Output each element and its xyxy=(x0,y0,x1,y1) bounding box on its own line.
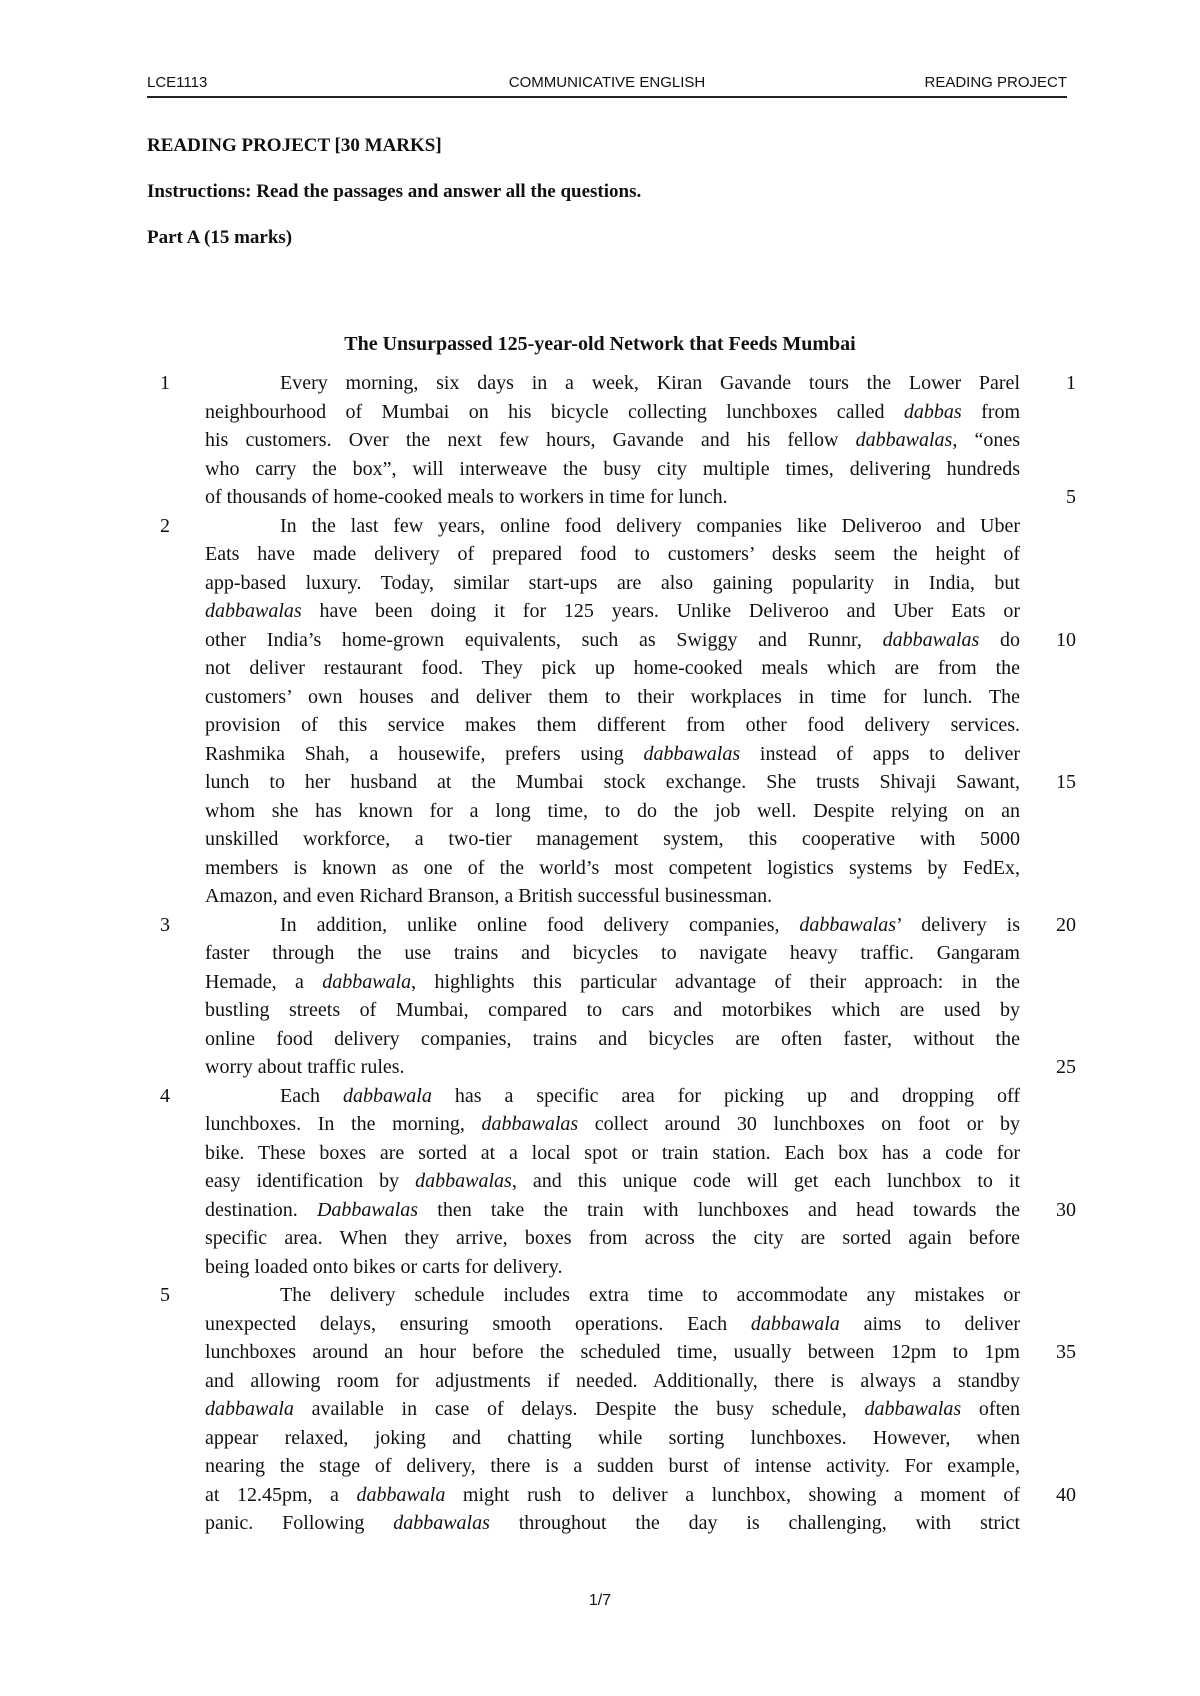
paragraph-number: 4 xyxy=(160,1084,170,1107)
passage-line: provision of this service makes them different from other food delivery services. xyxy=(205,714,1020,736)
passage-line: faster through the use trains and bicycles to navigate heavy traffic. Gangaram xyxy=(205,942,1020,964)
paragraph-number: 1 xyxy=(160,372,170,394)
page-number: 1/7 xyxy=(588,1592,612,1609)
passage-line: and allowing room for adjustments if needed. Additionally, there is always a standby xyxy=(205,1369,1020,1392)
passage-line: not deliver restaurant food. They pick up home-cooked meals which are from the xyxy=(205,657,1020,679)
passage-title: The Unsurpassed 125-year-old Network that Feeds Mumbai xyxy=(344,333,856,355)
passage-line: neighbourhood of Mumbai on his bicycle collecting lunchboxes called dabbas from xyxy=(205,400,1020,423)
line-number: 5 xyxy=(1066,486,1076,508)
passage-line: at 12.45pm, a dabbawala might rush to deliver a lunchbox, showing a moment of xyxy=(205,1483,1020,1506)
passage-line: lunchboxes. In the morning, dabbawalas collect around 30 lunchboxes on foot or by xyxy=(205,1113,1021,1135)
passage-line: unskilled workforce, a two-tier management system, this cooperative with 5000 xyxy=(205,828,1020,850)
instructions: Instructions: Read the passages and answer all the questions. xyxy=(147,181,642,202)
passage-line: dabbawala available in case of delays. Despite the busy schedule, dabbawalas often xyxy=(205,1398,1021,1420)
passage-line: members is known as one of the world’s most competent logistics systems by FedEx, xyxy=(205,856,1020,879)
passage-line: The delivery schedule includes extra time to accommodate any mistakes or xyxy=(280,1284,1020,1306)
line-number: 35 xyxy=(1056,1341,1076,1363)
passage-line: other India’s home-grown equivalents, such as Swiggy and Runnr, dabbawalas do xyxy=(205,628,1021,651)
passage-line: bike. These boxes are sorted at a local spot or train station. Each box has a code for xyxy=(205,1141,1020,1164)
passage-line: who carry the box”, will interweave the busy city multiple times, delivering hundreds xyxy=(205,457,1020,480)
passage-line: his customers. Over the next few hours, Gavande and his fellow dabbawalas, “ones xyxy=(205,429,1020,451)
paragraph-number: 3 xyxy=(160,913,170,936)
passage-line: Eats have made delivery of prepared food to customers’ desks seem the height of xyxy=(205,543,1020,565)
passage-line: of thousands of home-cooked meals to workers in time for lunch. xyxy=(205,486,728,508)
passage-line: Rashmika Shah, a housewife, prefers using dabbawalas instead of apps to deliver xyxy=(205,742,1020,765)
passage-line: app-based luxury. Today, similar start-ups are also gaining popularity in India, but xyxy=(205,571,1020,594)
line-number: 1 xyxy=(1066,372,1076,394)
passage-line: Each dabbawala has a specific area for picking up and dropping off xyxy=(280,1084,1020,1107)
passage-line: lunchboxes around an hour before the scheduled time, usually between 12pm to 1pm xyxy=(205,1341,1020,1363)
line-number: 10 xyxy=(1056,628,1076,651)
line-number: 40 xyxy=(1056,1483,1076,1506)
passage-line: Amazon, and even Richard Branson, a British successful businessman. xyxy=(205,885,773,907)
passage-line: In addition, unlike online food delivery companies, dabbawalas’ delivery is xyxy=(280,913,1020,936)
course-name: COMMUNICATIVE ENGLISH xyxy=(508,74,706,91)
assignment-heading: READING PROJECT [30 MARKS] xyxy=(147,135,442,156)
passage-line: bustling streets of Mumbai, compared to cars and motorbikes which are used by xyxy=(205,999,1020,1021)
passage-line: In the last few years, online food delivery companies like Deliveroo and Uber xyxy=(280,514,1020,537)
line-number: 20 xyxy=(1056,913,1076,936)
passage-line: Hemade, a dabbawala, highlights this particular advantage of their approach: in the xyxy=(205,970,1020,993)
page-header xyxy=(147,72,1067,98)
passage-line: being loaded onto bikes or carts for delivery. xyxy=(205,1255,563,1278)
course-code: LCE1113 xyxy=(147,74,208,91)
passage-line: destination. Dabbawalas then take the train with lunchboxes and head towards the xyxy=(205,1198,1020,1221)
paragraph-number: 2 xyxy=(160,514,170,537)
passage-line: unexpected delays, ensuring smooth operations. Each dabbawala aims to deliver xyxy=(205,1312,1020,1335)
paragraph-number: 5 xyxy=(160,1284,170,1306)
passage-line: specific area. When they arrive, boxes from across the city are sorted again before xyxy=(205,1227,1020,1249)
passage-line: Every morning, six days in a week, Kiran Gavande tours the Lower Parel xyxy=(280,372,1020,394)
passage-line: appear relaxed, joking and chatting while sorting lunchboxes. However, when xyxy=(205,1426,1020,1449)
passage-line: lunch to her husband at the Mumbai stock exchange. She trusts Shivaji Sawant, xyxy=(205,771,1020,793)
passage-line: dabbawalas have been doing it for 125 years. Unlike Deliveroo and Uber Eats or xyxy=(205,600,1020,622)
passage-line: worry about traffic rules. xyxy=(205,1056,405,1078)
passage-line: nearing the stage of delivery, there is a sudden burst of intense activity. For example, xyxy=(205,1455,1020,1477)
passage-line: whom she has known for a long time, to do the job well. Despite relying on an xyxy=(205,799,1020,822)
passage-line: panic. Following dabbawalas throughout the day is challenging, with strict xyxy=(205,1512,1020,1534)
line-number: 30 xyxy=(1056,1198,1076,1221)
section-label: READING PROJECT xyxy=(924,74,1067,91)
line-number: 15 xyxy=(1056,771,1076,793)
passage-line: online food delivery companies, trains and bicycles are often faster, without the xyxy=(205,1027,1020,1050)
passage-line: customers’ own houses and deliver them to their workplaces in time for lunch. The xyxy=(205,685,1020,708)
passage-line: easy identification by dabbawalas, and this unique code will get each lunchbox to it xyxy=(205,1170,1021,1192)
part-label: Part A (15 marks) xyxy=(147,227,293,248)
line-number: 25 xyxy=(1056,1056,1076,1078)
